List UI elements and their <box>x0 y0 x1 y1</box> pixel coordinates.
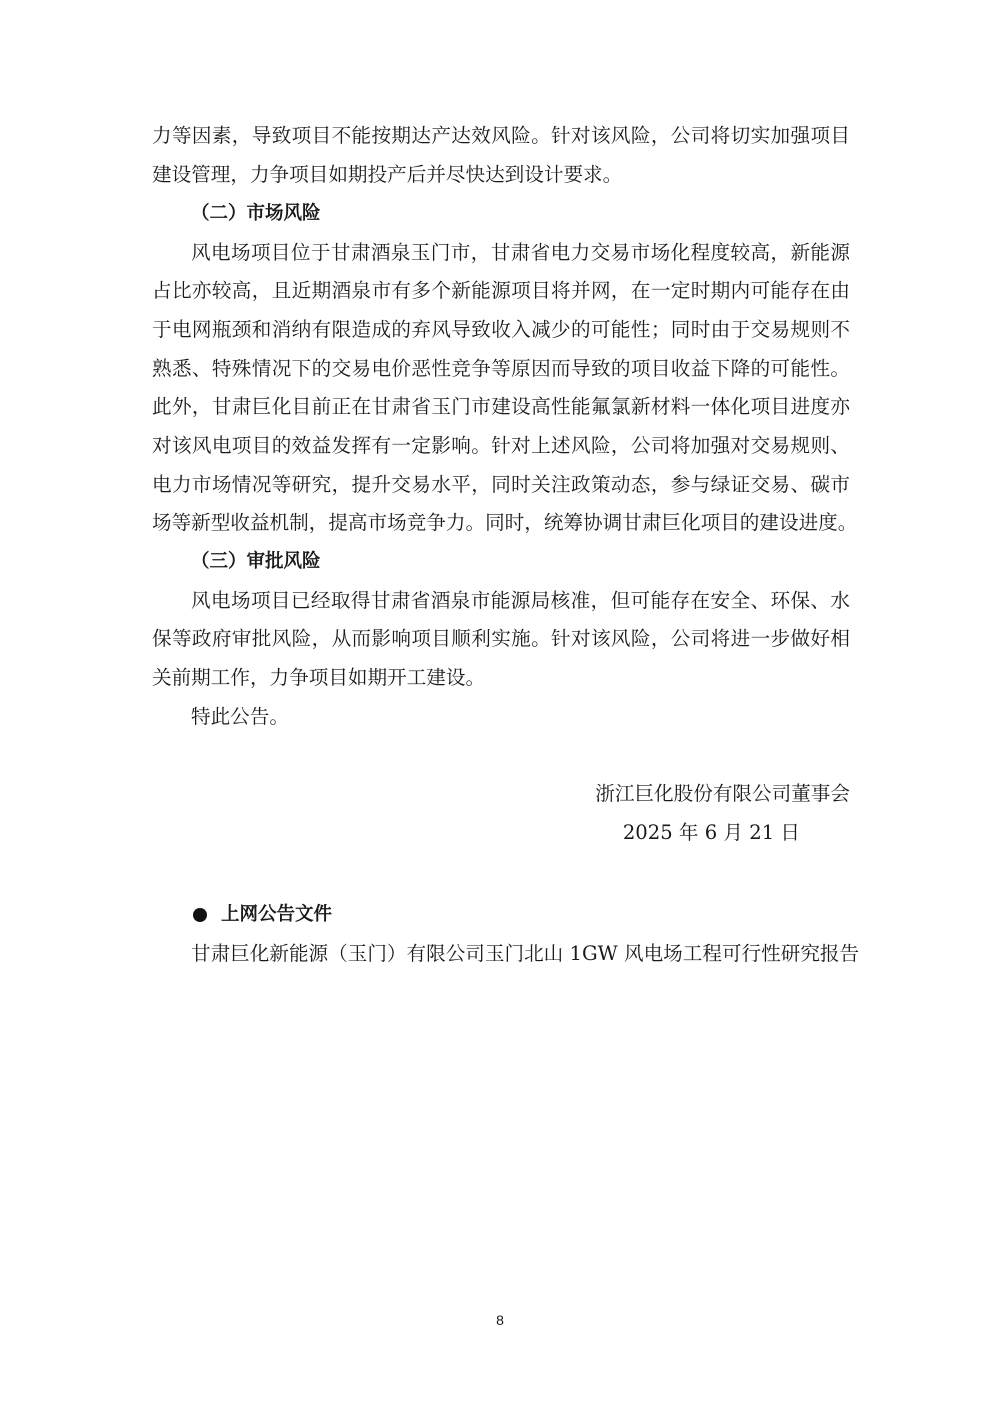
paragraph-line: 关前期工作，力争项目如期开工建设。 <box>152 666 486 689</box>
paragraph-line: 占比亦较高，且近期酒泉市有多个新能源项目将并网，在一定时期内可能存在由 <box>152 279 850 302</box>
page-number: 8 <box>496 1312 504 1328</box>
section-heading-market-risk: （二）市场风险 <box>191 203 321 224</box>
paragraph-line: 熟悉、特殊情况下的交易电价恶性竞争等原因而导致的项目收益下降的可能性。 <box>152 357 850 380</box>
closing-statement: 特此公告。 <box>191 705 289 728</box>
signature-date: 2025 年 6 月 21 日 <box>622 821 800 844</box>
paragraph-line: 风电场项目位于甘肃酒泉玉门市，甘肃省电力交易市场化程度较高，新能源 <box>191 241 850 264</box>
attachment-item: 甘肃巨化新能源（玉门）有限公司玉门北山 1GW 风电场工程可行性研究报告 <box>191 942 860 965</box>
paragraph-line: 对该风电项目的效益发挥有一定影响。针对上述风险，公司将加强对交易规则、 <box>152 434 850 457</box>
bullet-icon <box>193 908 207 922</box>
section-heading-approval-risk: （三）审批风险 <box>191 551 321 572</box>
paragraph-line: 保等政府审批风险，从而影响项目顺利实施。针对该风险，公司将进一步做好相 <box>152 627 850 650</box>
paragraph-line: 此外，甘肃巨化目前正在甘肃省玉门市建设高性能氟氯新材料一体化项目进度亦 <box>152 395 850 418</box>
attachments-heading: 上网公告文件 <box>221 904 333 925</box>
paragraph-line: 电力市场情况等研究，提升交易水平，同时关注政策动态，参与绿证交易、碳市 <box>152 473 850 496</box>
paragraph-line: 风电场项目已经取得甘肃省酒泉市能源局核准，但可能存在安全、环保、水 <box>191 589 850 612</box>
paragraph-line: 建设管理，力争项目如期投产后并尽快达到设计要求。 <box>152 163 623 186</box>
paragraph-line: 于电网瓶颈和消纳有限造成的弃风导致收入减少的可能性；同时由于交易规则不 <box>152 318 850 341</box>
signature-company: 浙江巨化股份有限公司董事会 <box>595 782 850 805</box>
paragraph-line: 力等因素，导致项目不能按期达产达效风险。针对该风险，公司将切实加强项目 <box>152 124 850 147</box>
paragraph-line: 场等新型收益机制，提高市场竞争力。同时，统筹协调甘肃巨化项目的建设进度。 <box>152 511 858 534</box>
